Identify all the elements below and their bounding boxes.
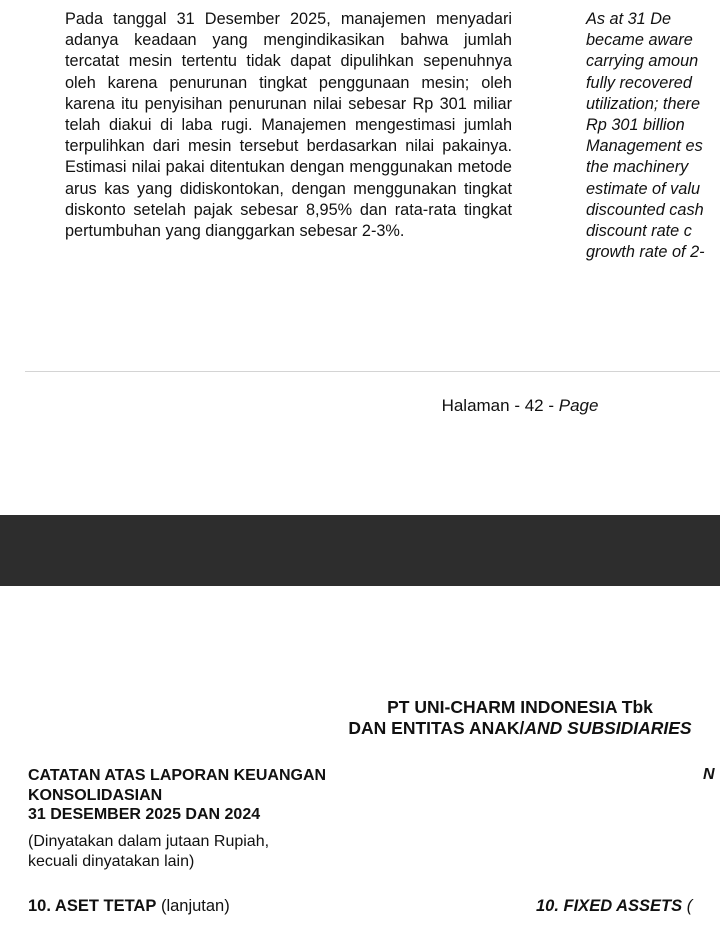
english-line: became aware [586, 31, 693, 50]
english-line: the machinery [586, 158, 689, 177]
company-header [0, 697, 720, 739]
english-line: As at 31 De [586, 10, 672, 28]
notes-subtitle: (Dinyatakan dalam jutaan Rupiah, kecuali dinyatakan lain) [28, 833, 270, 870]
english-line: growth rate of 2- [586, 243, 705, 262]
footer-divider [25, 371, 720, 372]
page-number-english: Page [558, 396, 599, 415]
notes-title-english: N [703, 766, 715, 783]
english-line: carrying amoun [586, 52, 699, 71]
english-line: fully recovered [586, 73, 692, 92]
page-number-indonesian: Halaman - 42 - [441, 396, 559, 415]
english-line: discounted cash [586, 200, 704, 219]
english-line: estimate of valu [586, 179, 701, 198]
impairment-paragraph-english [586, 9, 720, 263]
section-heading-english: 10. FIXED ASSETS ( [536, 897, 693, 915]
english-line: Management es [586, 137, 703, 156]
page-number [0, 396, 720, 416]
english-line: discount rate c [586, 222, 692, 241]
notes-title: CATATAN ATAS LAPORAN KEUANGAN KONSOLIDASIAN 31 DESEMBER 2025 DAN 2024 [28, 767, 327, 823]
page-gap [0, 515, 720, 586]
company-subsidiaries: DAN ENTITAS ANAK/AND SUBSIDIARIES [348, 718, 692, 738]
english-line: utilization; there [586, 94, 701, 113]
impairment-paragraph-indonesian: Pada tanggal 31 Desember 2025, manajemen menyadari adanya keadaan yang mengindikasikan bahwa jumlah tercatat mesin tertentu tidak dapat dipulihkan sepenuhnya oleh karena penurunan tingkat penggunaan mesin; oleh karena itu penyisihan penurunan nilai sebesar Rp 301 miliar telah diakui di laba rugi. Manajemen mengestimasi jumlah terpulihkan dari mesin tersebut berdasarkan nilai pakainya. Estimasi nilai pakai ditentukan dengan menggunakan metode arus kas yang didiskontokan, dengan menggunakan tingkat diskonto setelah pajak sebesar 8,95% dan rata-rata tingkat pertumbuhan yang dianggarkan sebesar 2-3%. [65, 10, 512, 241]
english-line: Rp 301 billion [586, 116, 685, 135]
section-heading-indonesian: 10. ASET TETAP (lanjutan) [28, 897, 230, 915]
company-name: PT UNI-CHARM INDONESIA Tbk [387, 697, 653, 717]
